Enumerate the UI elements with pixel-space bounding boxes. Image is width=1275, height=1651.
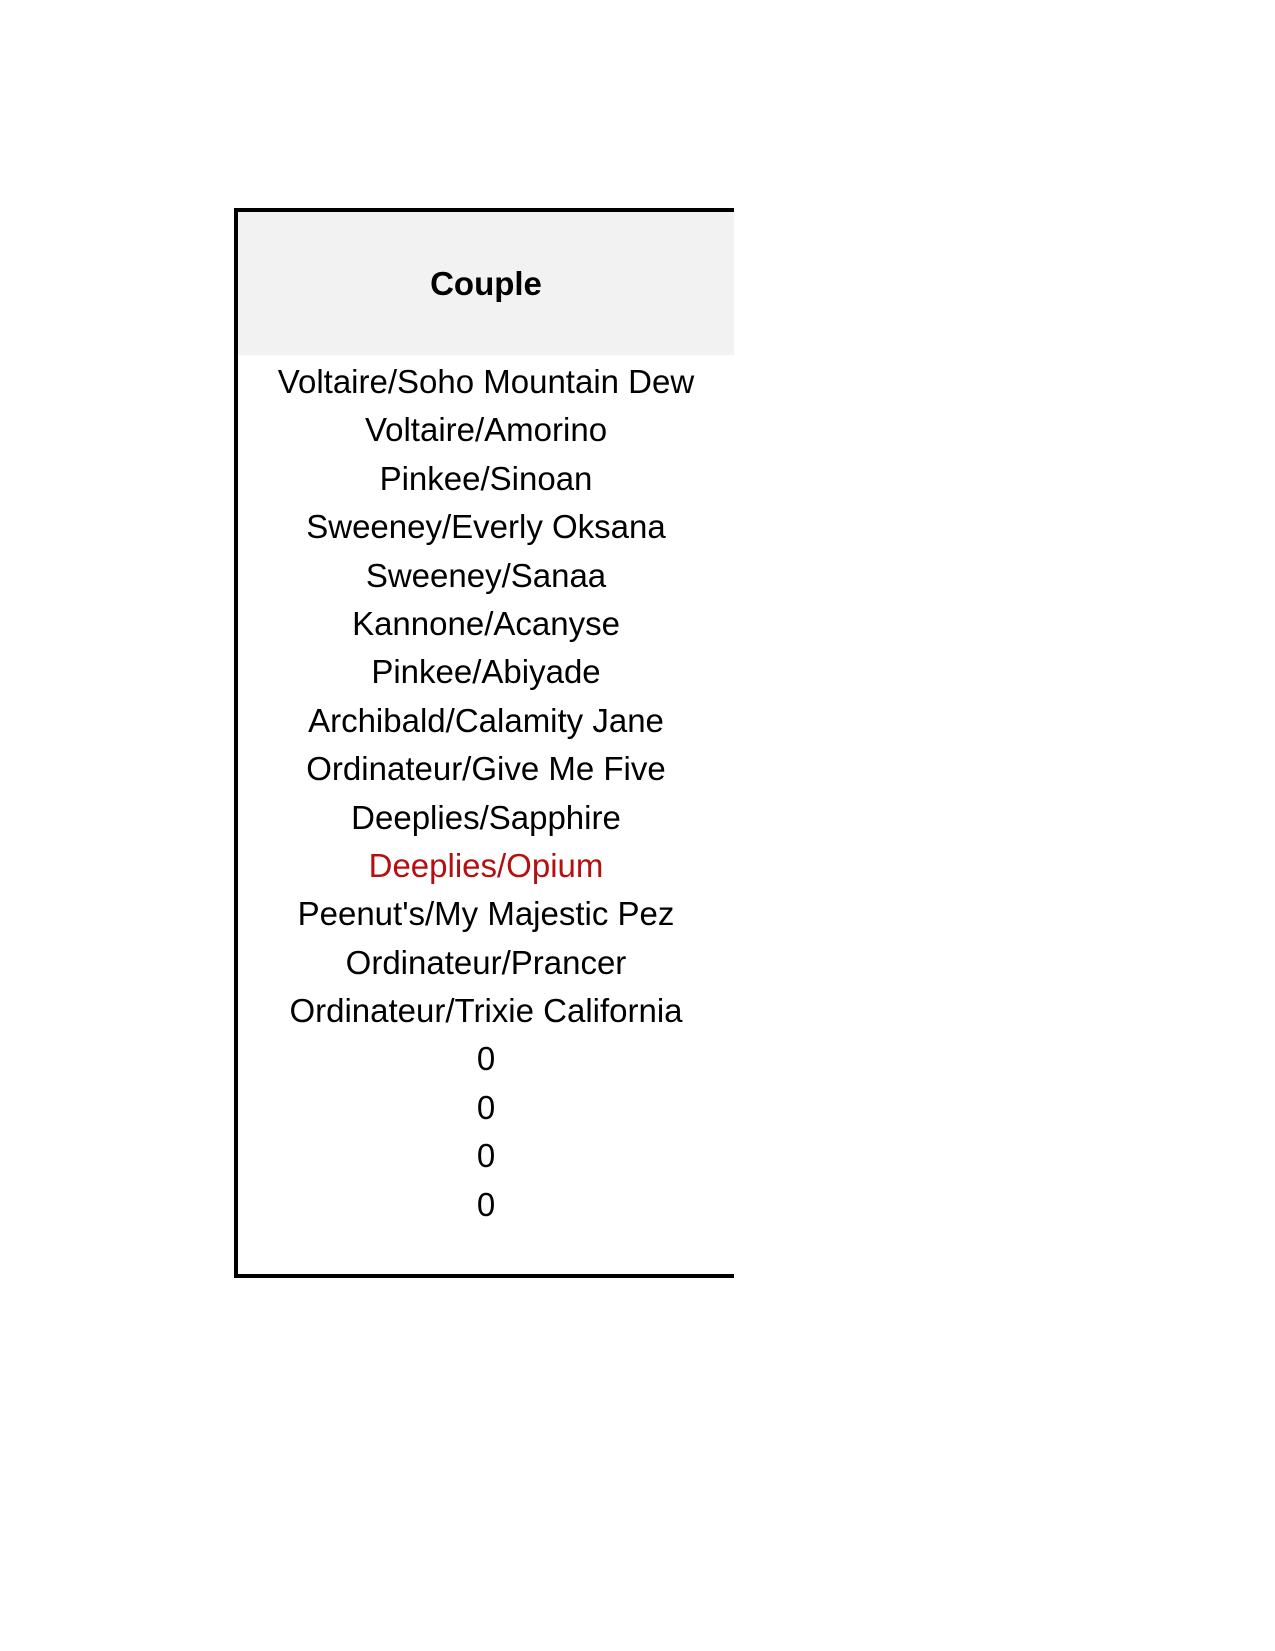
table-row: 0 bbox=[476, 1088, 496, 1126]
table-row: Deeplies/Sapphire bbox=[351, 798, 621, 836]
table-row: Voltaire/Amorino bbox=[364, 411, 608, 449]
table-row: 0 bbox=[476, 1040, 496, 1078]
header-cell bbox=[238, 212, 734, 355]
table-row: Ordinateur/Trixie California bbox=[289, 992, 683, 1030]
table-row: Sweeney/Everly Oksana bbox=[306, 508, 666, 546]
table-row: Pinkee/Abiyade bbox=[371, 653, 601, 691]
table-row: Kannone/Acanyse bbox=[352, 604, 620, 642]
table-row: Archibald/Calamity Jane bbox=[308, 701, 664, 739]
table-row: Pinkee/Sinoan bbox=[379, 459, 593, 497]
table-row: 0 bbox=[476, 1185, 496, 1223]
table-row-highlighted: Deeplies/Opium bbox=[368, 846, 604, 884]
table-row: Ordinateur/Give Me Five bbox=[306, 750, 666, 788]
table-rows bbox=[238, 355, 734, 1229]
table-row: 0 bbox=[476, 1137, 496, 1175]
table-row: Ordinateur/Prancer bbox=[345, 943, 627, 981]
couple-table bbox=[234, 208, 734, 1278]
table-row: Sweeney/Sanaa bbox=[365, 556, 607, 594]
table-row: Peenut's/My Majestic Pez bbox=[297, 895, 675, 933]
column-header-couple: Couple bbox=[430, 264, 542, 302]
table-row: Voltaire/Soho Mountain Dew bbox=[277, 363, 695, 400]
